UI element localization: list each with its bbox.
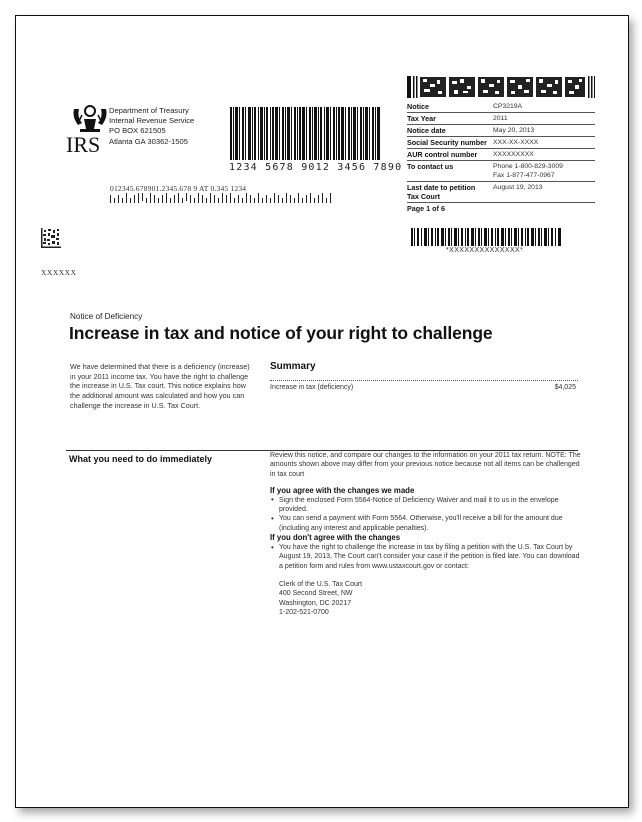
clerk-address (279, 580, 582, 618)
info-value: XXX-XX-XXXX (493, 139, 539, 146)
barcode-caption: *XXXXXXXXXXXXXX* (446, 247, 524, 254)
sender-address (109, 106, 194, 147)
irs-eagle-icon (70, 103, 110, 135)
datamatrix-code (41, 228, 61, 248)
info-row (407, 161, 595, 182)
id-barcode (411, 228, 561, 246)
review-text: Review this notice, and compare our changes to the information on your 2011 tax return. NOTE: The amounts shown above may differ from your previous notice because not all items can be challenged in tax court (270, 452, 581, 478)
agree-list (270, 496, 582, 533)
info-value: August 19, 2013 (493, 184, 543, 191)
recipient-name: XXXXXX (41, 268, 77, 277)
2d-barcode (407, 76, 595, 98)
info-row (407, 203, 595, 215)
agency-line: Department of Treasury (109, 106, 189, 115)
info-value: CP3219A (493, 103, 523, 110)
postal-barcode (110, 193, 335, 203)
info-row (407, 182, 595, 203)
notice-page (15, 15, 629, 808)
notice-info-table (407, 101, 595, 214)
agree-heading: If you agree with the changes we made (270, 485, 415, 495)
info-label: Notice date (407, 126, 446, 135)
info-label: Social Security number (407, 138, 487, 147)
list-item: • Sign the enclosed Form 5564-Notice of Deficiency Waiver and mail it to us in the envelope provided. (279, 496, 582, 515)
summary-item-label: Increase in tax (deficiency) (270, 384, 354, 391)
page-indicator: Page 1 of 6 (407, 204, 445, 213)
todo-heading: What you need to do immediately (69, 454, 213, 464)
info-value: 2011 (493, 115, 508, 122)
list-item: • You have the right to challenge the increase in tax by filing a petition with the U.S. Tax Court by August 19, 2013, The Court can't consider your case if the petition is filed late. You can download a petition form and rules from www.ustaxcourt.gov or contact: (279, 543, 582, 571)
agency-line: Atlanta GA 30362-1505 (109, 136, 188, 146)
todo-body (270, 451, 582, 618)
address-line: 1-202-521-0700 (279, 609, 329, 617)
summary-item-value: $4,025 (554, 384, 576, 391)
disagree-heading: If you don't agree with the changes (270, 533, 401, 543)
info-value (493, 161, 595, 182)
barcode-number: 1234 5678 9012 3456 7890 (229, 162, 403, 173)
info-row (407, 101, 595, 113)
agency-line: PO BOX 621505 (109, 126, 166, 136)
notice-type: Notice of Deficiency (70, 312, 143, 321)
info-value: XXXXXXXXX (493, 151, 534, 158)
irs-letters: IRS (66, 132, 101, 157)
list-item: • You can send a payment with Form 5564. Otherwise, you'll receive a bill for the amount due (including any interest and applicable penalties). (279, 514, 582, 533)
info-label: Notice (407, 102, 429, 111)
disagree-list (270, 543, 582, 571)
info-label: Tax Year (407, 114, 436, 123)
info-label (407, 182, 493, 203)
agency-line: Internal Revenue Service (109, 116, 195, 126)
summary-title: Summary (270, 361, 316, 372)
info-row (407, 137, 595, 149)
info-label-line: Last date to petition (407, 183, 476, 192)
info-row (407, 149, 595, 161)
address-line: Washington, DC 20217 (279, 599, 352, 607)
info-value: May 20, 2013 (493, 127, 535, 134)
address-line: 400 Second Street, NW (279, 590, 353, 598)
contact-fax: Fax 1-877-477-0967 (493, 172, 555, 179)
info-label: AUR control number (407, 150, 478, 159)
address-line: Clerk of the U.S. Tax Court (279, 580, 363, 588)
contact-phone: Phone 1-800-829-3009 (493, 163, 563, 170)
info-row (407, 125, 595, 137)
intro-paragraph: We have determined that there is a deficiency (increase) in your 2011 income tax. You have the right to challenge the increase in U.S. Tax court. This notice explains how the additional amount was calculated and how you can challenge the increase in U.S. Tax Court. (70, 362, 250, 410)
info-label: To contact us (407, 162, 454, 171)
info-row (407, 113, 595, 125)
page-title: Increase in tax and notice of your right to challenge (69, 323, 493, 343)
postal-code-line: 012345.678901.2345.678 9 AT 0.345 1234 (110, 184, 247, 193)
info-label-line: Tax Court (407, 192, 441, 201)
summary-dotted-rule (270, 380, 578, 381)
tracking-barcode (230, 107, 380, 160)
